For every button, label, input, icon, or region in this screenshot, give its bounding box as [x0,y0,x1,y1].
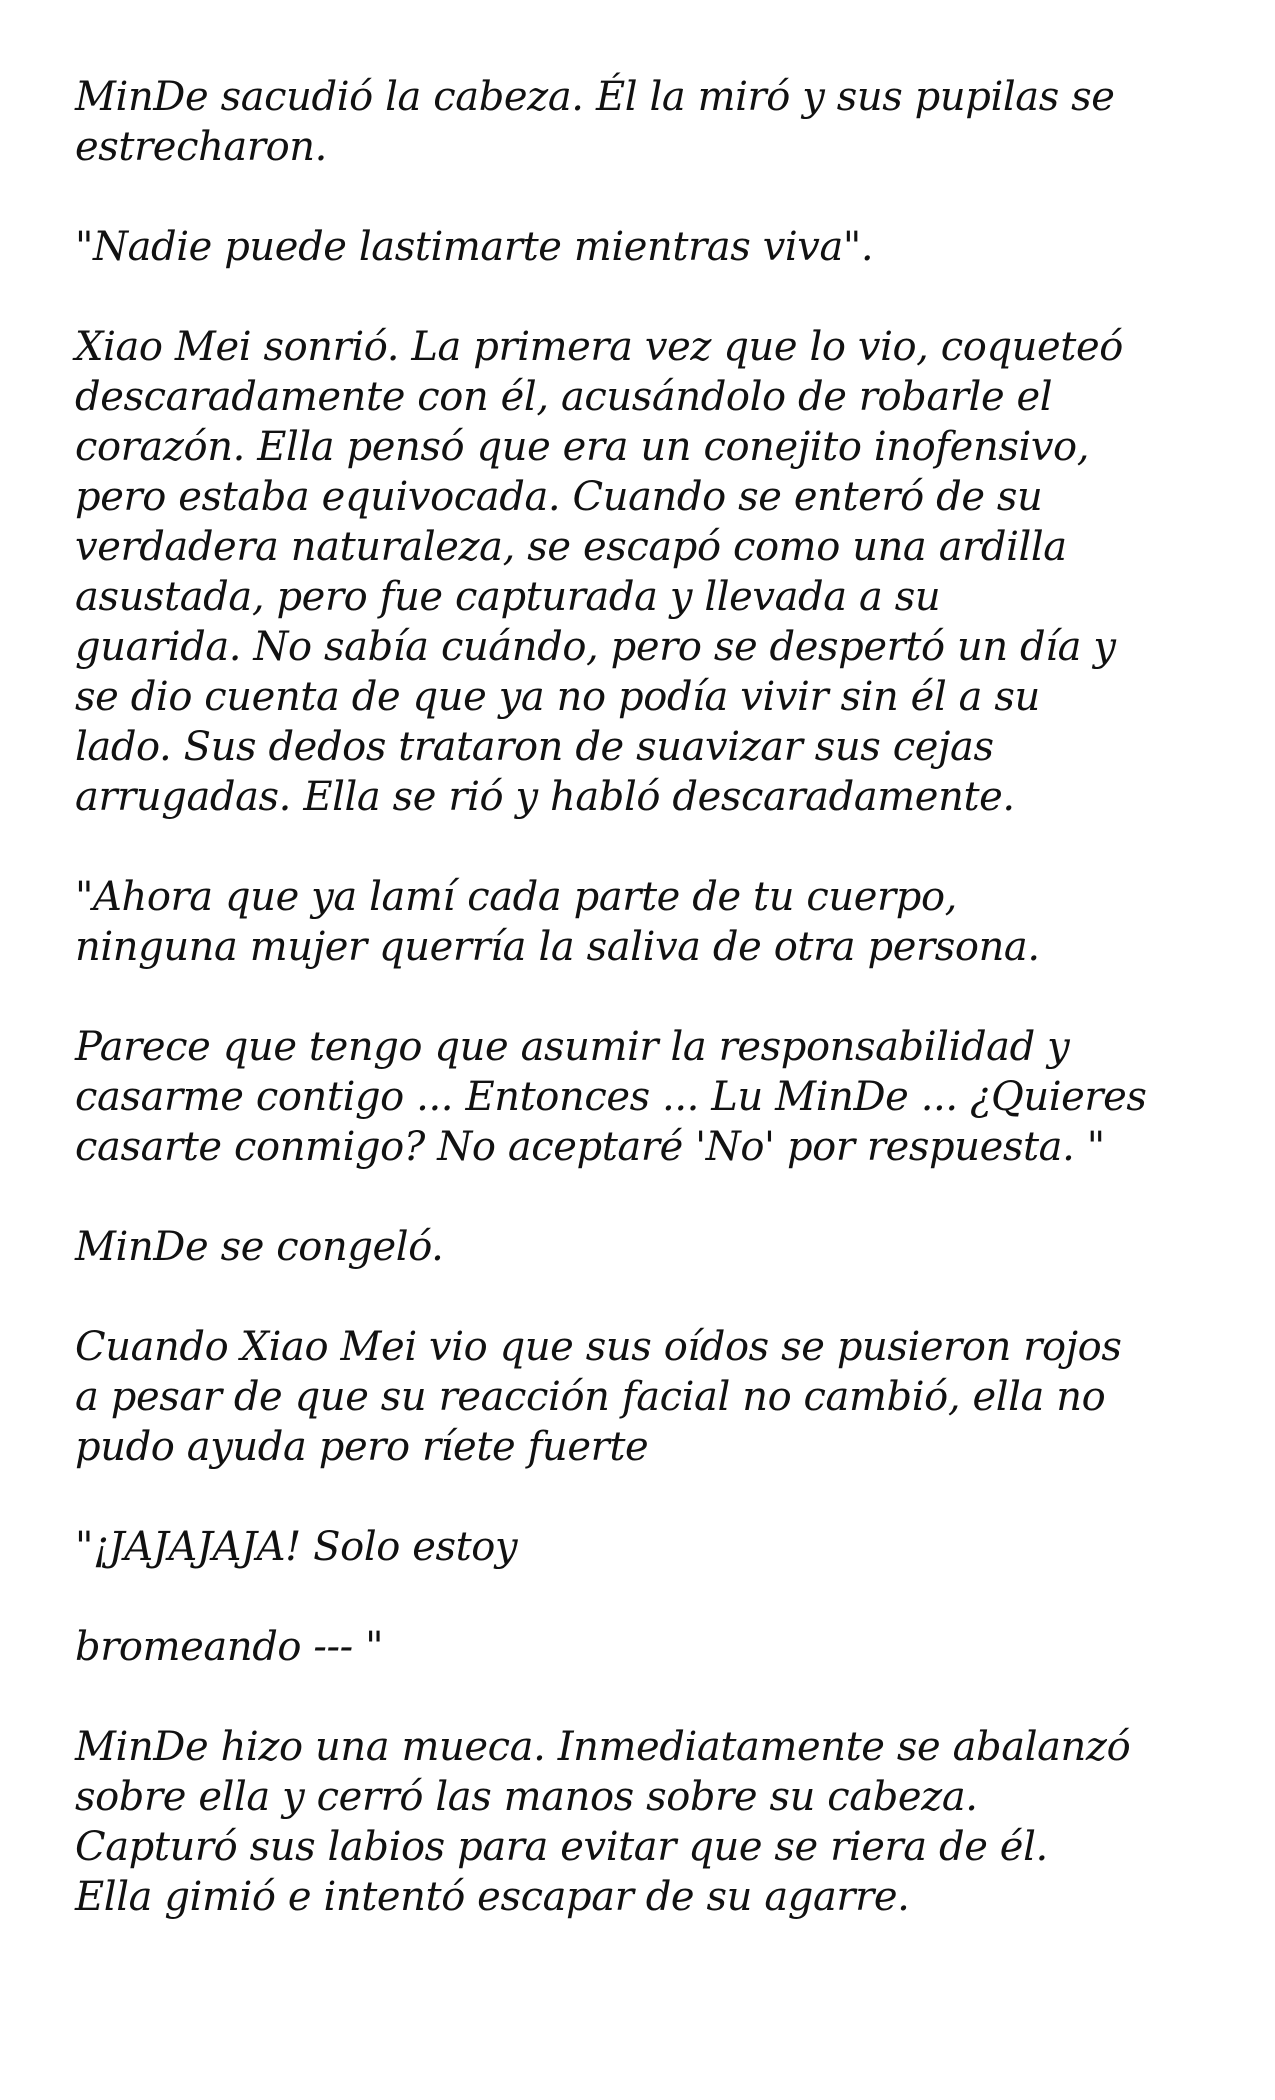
paragraph: "¡JAJAJAJA! Solo estoy [75,1524,518,1570]
paragraph: "Nadie puede lastimarte mientras viva". [75,224,874,270]
story-text [75,72,1215,1922]
paragraph: "Ahora que ya lamí cada parte de tu cuerpo, ninguna mujer querría la saliva de otra persona. [75,874,1040,970]
paragraph: Parece que tengo que asumir la responsabilidad y casarme contigo ... Entonces ... Lu MinDe ... ¿Quieres casarte conmigo? No aceptaré 'No' por respuesta. " [75,1024,1147,1170]
paragraph: MinDe sacudió la cabeza. Él la miró y sus pupilas se estrecharon. [75,74,1115,170]
paragraph: MinDe se congeló. [75,1224,444,1270]
paragraph: Cuando Xiao Mei vio que sus oídos se pusieron rojos a pesar de que su reacción facial no cambió, ella no pudo ayuda pero ríete fuerte [75,1324,1122,1470]
paragraph: bromeando --- " [75,1624,384,1670]
paragraph: Xiao Mei sonrió. La primera vez que lo vio, coqueteó descaradamente con él, acusándolo de robarle el corazón. Ella pensó que era un conejito inofensivo, pero estaba equivocada. Cuando se enteró de su verdadera naturaleza, se escapó como una ardilla asustada, pero fue capturada y llevada a su guarida. No sabía cuándo, pero se despertó un día y se dio cuenta de que ya no podía vivir sin él a su lado. Sus dedos trataron de suavizar sus cejas arrugadas. Ella se rió y habló descaradamente. [75,324,1123,820]
paragraph: MinDe hizo una mueca. Inmediatamente se abalanzó sobre ella y cerró las manos sobre su cabeza. Capturó sus labios para evitar que se riera de él. Ella gimió e intentó escapar de su agarre. [75,1724,1131,1920]
